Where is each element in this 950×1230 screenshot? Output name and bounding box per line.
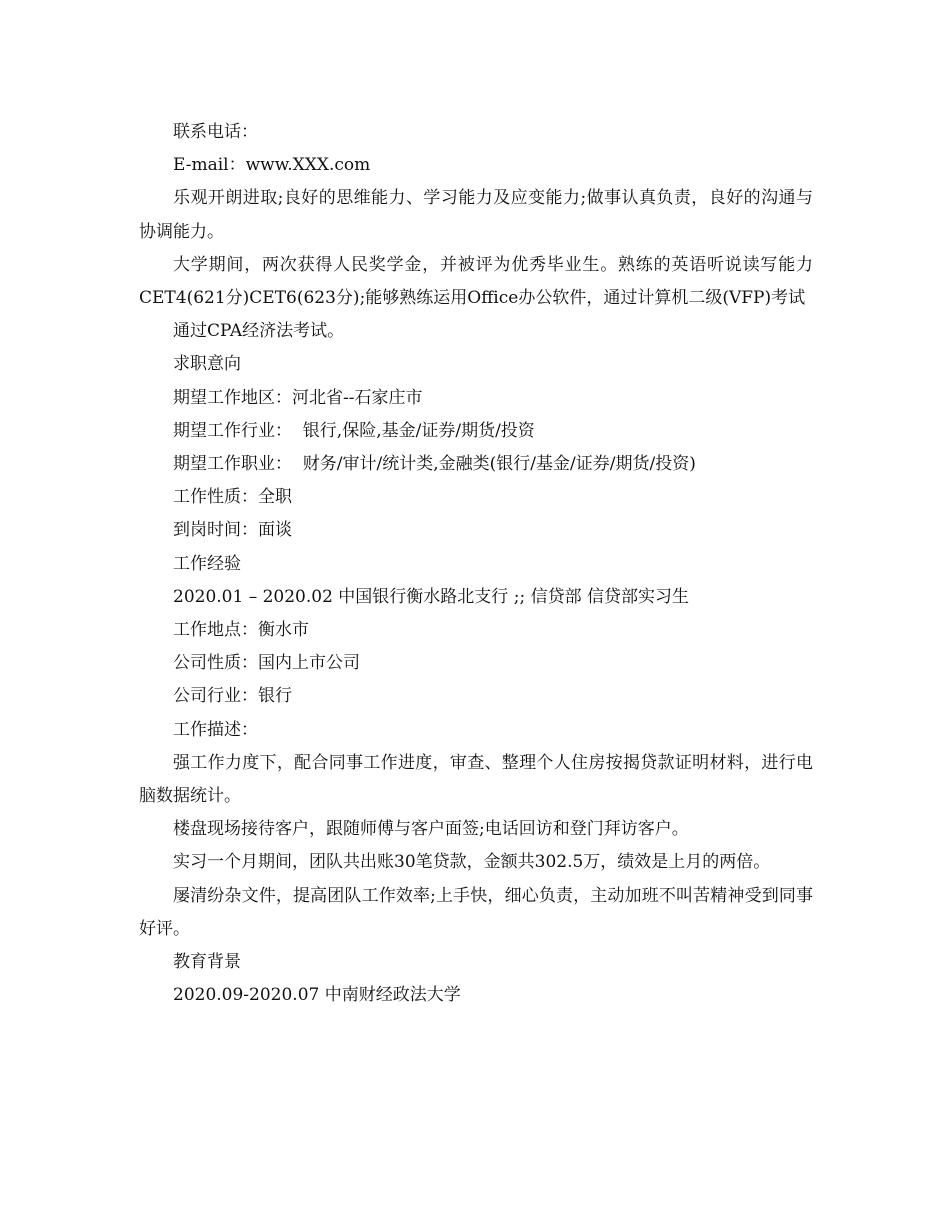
resume-body [139, 116, 813, 1012]
desired-location-line: 期望工作地区：河北省--石家庄市 [173, 387, 423, 408]
job-duty-paragraph-4: 屡清纷杂文件，提高团队工作效率;上手快，细心负责，主动加班不叫苦精神受到同事好评。 [139, 885, 813, 939]
education-heading: 教育背景 [173, 952, 241, 973]
start-time-line: 到岗时间：面谈 [173, 520, 292, 541]
job-type-line: 工作性质：全职 [173, 487, 292, 508]
desired-position-line: 期望工作职业： 财务/审计/统计类,金融类(银行/基金/证券/期货/投资) [173, 454, 696, 475]
job-duty-paragraph-3: 实习一个月期间，团队共出账30笔贷款，金额共302.5万，绩效是上月的两倍。 [173, 852, 771, 873]
company-type-line: 公司性质：国内上市公司 [173, 653, 360, 674]
work-experience-heading: 工作经验 [173, 553, 241, 574]
experience-entry-line: 2020.01 – 2020.02 中国银行衡水路北支行 ;; 信贷部 信贷部实习生 [173, 586, 689, 607]
contact-phone-line: 联系电话： [173, 122, 258, 142]
work-location-line: 工作地点：衡水市 [173, 620, 309, 641]
contact-email-line: E-mail：www.XXX.com [173, 155, 371, 176]
self-evaluation-paragraph: 乐观开朗进取;良好的思维能力、学习能力及应变能力;做事认真负责，良好的沟通与协调能力。 [139, 188, 813, 242]
education-entry-line: 2020.09-2020.07 中南财经政法大学 [173, 985, 461, 1006]
job-duty-paragraph-1: 强工作力度下，配合同事工作进度，审查、整理个人住房按揭贷款证明材料，进行电脑数据统计。 [139, 752, 813, 807]
desired-industry-line: 期望工作行业： 银行,保险,基金/证券/期货/投资 [173, 420, 535, 441]
achievements-paragraph: 大学期间，两次获得人民奖学金，并被评为优秀毕业生。熟练的英语听说读写能力CET4(621分)CET6(623分);能够熟练运用Office办公软件，通过计算机二级(VFP)考试 [139, 254, 813, 309]
job-duty-paragraph-2: 楼盘现场接待客户，跟随师傅与客户面签;电话回访和登门拜访客户。 [173, 819, 689, 840]
cpa-exam-line: 通过CPA经济法考试。 [173, 321, 345, 342]
company-industry-line: 公司行业：银行 [173, 686, 292, 707]
job-intention-heading: 求职意向 [173, 354, 241, 375]
job-description-label: 工作描述： [173, 719, 258, 740]
